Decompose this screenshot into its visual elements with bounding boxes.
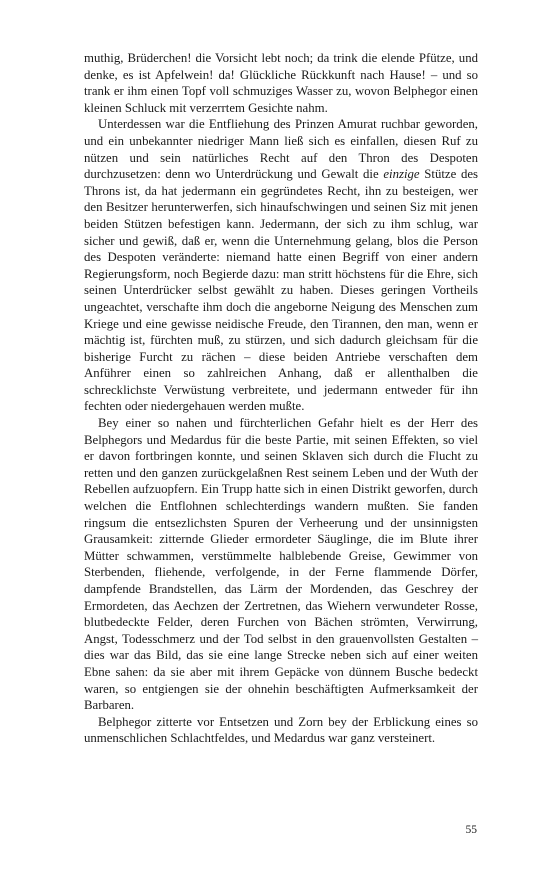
paragraph-1: muthig, Brüderchen! die Vorsicht lebt noch; da trink die elende Pfütze, und denke, es ist Apfelwein! da! Glückliche Rückkunft nach Hause! – und so trank er ihm einen Topf voll schmuziges Wasser zu, wovon Belphegor einen kleinen Schluck mit verzerrtem Gesichte nahm. [84,51,478,115]
body-text [84,50,478,747]
paragraph-3: Bey einer so nahen und fürchterlichen Gefahr hielt es der Herr des Belphegors und Medardus für die beste Partie, mit seinen Effekten, so viel er davon fortbringen konnte, und seinen Sklaven sich durch die Flucht zu retten und den ganzen zurückgelaßnen Rest seinem Leben und der Wuth der Rebellen aufzuopfern. Ein Trupp hatte sich in einen Distrikt geworfen, durch welchen die Entflohnen schlechterdings wandern mußten. Sie fanden ringsum die entsezlichsten Spuren der Verheerung und der unsinnigsten Grausamkeit: zitternde Glieder ermordeter Säuglinge, die im Blute ihrer Mütter schwammen, verstümmelte halblebende Greise, Gewimmer von Sterbenden, fliehende, verfolgende, in der Ferne flammende Dörfer, dampfende Brandstellen, das Lärm der Mordenden, das Geschrey der Ermordeten, das Aechzen der Zertretnen, das Wiehern verwundeter Rosse, blutbedeckte Felder, deren Furchen von Bächen strömten, Verwirrung, Angst, Todesschmerz und der Tod selbst in den grauenvollsten Gestalten – dies war das Bild, das sie eine lange Strecke neben sich auf einer weiten Ebne sahen: da sie aber mit ihrem Gepäcke von dünnem Busche bedeckt waren, so entgiengen sie der ohnehin beschäftigten Aufmerksamkeit der Barbaren. [84,416,478,713]
paragraph-2-part-2: Stütze des Throns ist, da hat jedermann ein gegründetes Recht, ihn zu besteigen, wer den Besitzer herunterwerfen, sich hinaufschwingen und seinen Siz mit jenen beiden Stützen befestigen kann. Jedermann, der sich zu ihm schlug, war sicher und gewiß, daß er, wenn die Unternehmung gelang, blos die Person des Despoten veränderte: niemand hatte einen Begriff von einer andern Regierungsform, noch Begierde dazu: man stritt höchstens für die Ehre, sich seinen Unterdrücker selbst gewählt zu haben. Dieses geringen Vortheils ungeachtet, verschafte ihm doch die angeborne Neigung des Menschen zum Kriege und eine gewisse neidische Freude, den Tirannen, den man, wenn er mächtig ist, fürchten muß, zu stürzen, und sich dadurch gleichsam für die bisherige Furcht zu rächen – diese beiden Antriebe verschaften dem Anführer einen so zahlreichen Anhang, daß er allenthalben die schrecklichste Verwüstung verbreitete, und jedermann entweder für ihn fechten oder niedergehauen werden mußte. [84,167,478,414]
emphasis-word: einzige [383,167,420,182]
paragraph-2 [84,116,478,415]
page-number: 55 [465,824,477,836]
paragraph-4: Belphegor zitterte vor Entsetzen und Zorn bey der Erblickung eines so unmenschlichen Schlachtfeldes, und Medardus war ganz versteinert. [84,714,478,746]
paragraph-2-part-1: Unterdessen war die Entfliehung des Prinzen Amurat ruchbar geworden, und ein unbekannter niedriger Mann ließ sich es einfallen, diesen Ruf zu nützen und sein natürliches Recht auf den Thron des Despoten durchzusetzen: denn wo Unterdrückung und Gewalt die [84,117,478,182]
